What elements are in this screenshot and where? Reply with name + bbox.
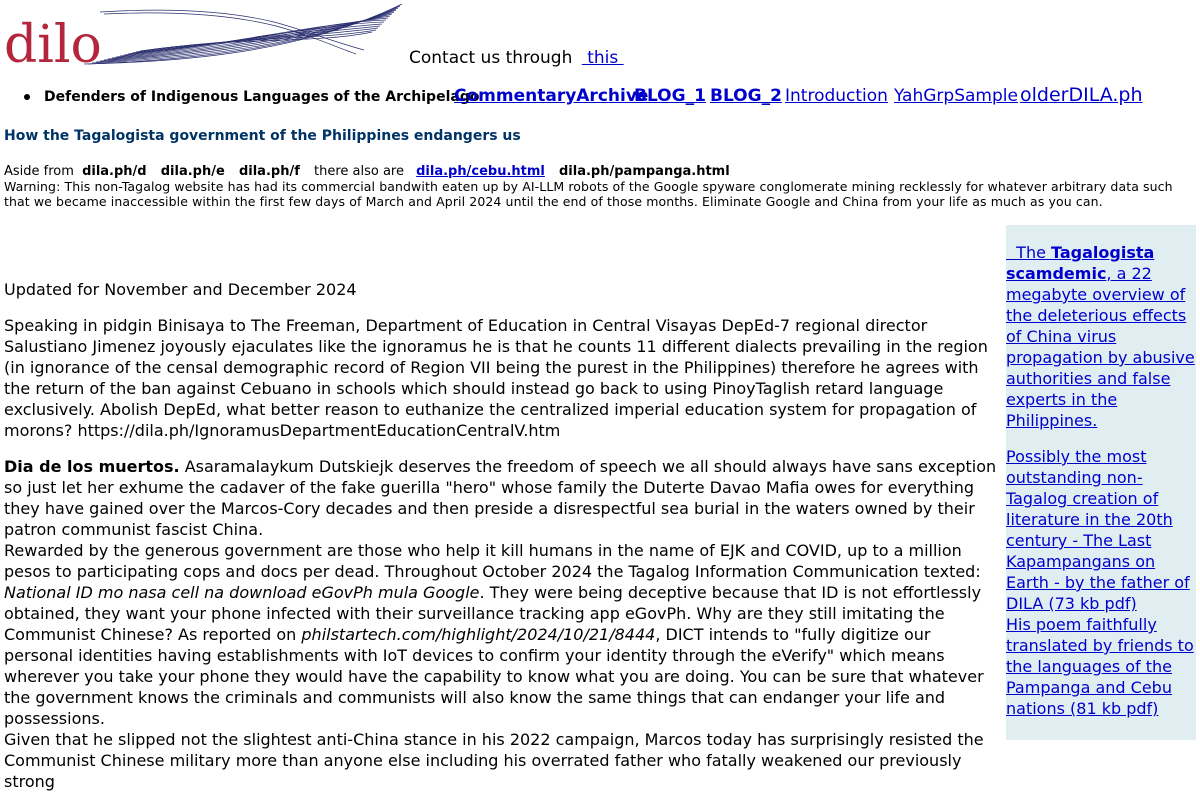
link-bold-text: Tagalogista scamdemic (1006, 243, 1155, 283)
domains-mid: there also are (314, 164, 404, 179)
domain-e: dila.ph/e (160, 164, 225, 179)
bullet-icon (24, 94, 30, 100)
nav-link-introduction[interactable]: Introduction (785, 86, 888, 106)
paragraph-dia-de-los-muertos (4, 456, 998, 540)
sidebar-link-poem-translations[interactable]: His poem faithfully translated by friends to the languages of the Pampanga and Cebu nations (81 kb pdf) (1006, 615, 1194, 718)
link-text: The (1006, 243, 1052, 262)
domain-pampanga: dila.ph/pampanga.html (559, 164, 730, 179)
quoted-url: philstartech.com/highlight/2024/10/21/8444 (301, 625, 656, 644)
paragraph-text: . They were being deceptive because that ID is not effortlessly obtained, they want your phone infected with their surveillance tracking app eGovPh. Why are they still imitating the Communist Chinese? As reported on (4, 583, 982, 644)
nav-link-commentary-archive[interactable]: CommentaryArchive (454, 86, 649, 106)
paragraph-text: , DICT intends to "fully digitize our personal identities having establishments with IoT devices to confirm your identity through the eVerify" which means wherever you take your phone they would have the capability to know what you are doing. You can be sure that whatever the government knows the criminals and communists will also know the same things that can endanger your life and possessions. (4, 625, 984, 728)
cebu-link[interactable]: dila.ph/cebu.html (416, 164, 545, 179)
svg-text:dilo: dilo (4, 15, 102, 66)
contact-prefix: Contact us through (409, 48, 573, 68)
nav-link-blog-1[interactable]: BLOG_1 (634, 86, 706, 106)
paragraph-text: Rewarded by the generous government are those who help it kill humans in the name of EJK and COVID, up to a million pesos to participating cops and docs per dead. Throughout October 2024 the Tagalog Information Communication texted: (4, 541, 981, 581)
site-brand: Defenders of Indigenous Languages of the Archipelago (44, 89, 480, 105)
contact-line (409, 48, 624, 68)
sidebar-block-literature (1006, 446, 1196, 719)
paragraph-marcos: Given that he slipped not the slightest anti-China stance in his 2022 campaign, Marcos today has surprisingly resisted the Communist Chinese military more than anyone else including his overrated father who fatally weakened our previously strong (4, 730, 984, 791)
main-content (4, 279, 998, 792)
nav-link-yahgrpsample[interactable]: YahGrpSample (894, 86, 1018, 106)
domain-list (4, 164, 730, 179)
paragraph-deped: Speaking in pidgin Binisaya to The Freeman, Department of Education in Central Visayas DepEd-7 regional director Salustiano Jimenez joyously ejaculates like the ignoramus he is that he counts 11 different dialects prevailing in the region (in ignorance of the censal demographic record of Region VII being the purest in the Philippines) therefore he agrees with the return of the ban against Cebuano in schools which should instead go back to using PinoyTaglish retard language exclusively. Abolish DepEd, what better reason to euthanize the centralized imperial education system for propagation of morons? https://dila.ph/IgnoramusDepartmentEducationCentralV.htm (4, 316, 988, 440)
page-header (4, 2, 1200, 70)
sidebar-link-last-kapampangans[interactable]: Possibly the most outstanding non-Tagalog creation of literature in the 20th century - The Last Kapampangans on Earth - by the father of DILA (73 kb pdf) (1006, 447, 1190, 613)
bandwidth-warning: Warning: This non-Tagalog website has had its commercial bandwith eaten up by AI-LLM robots of the Google spyware conglomerate mining recklessly for whatever arbitrary data such that we became inaccessible within the first few days of March and April 2024 until the end of those months. Eliminate Google and China from your life as much as you can. (4, 179, 1173, 209)
nav-link-blog-2[interactable]: BLOG_2 (710, 86, 782, 106)
quoted-text: National ID mo nasa cell na download eGovPh mula Google (4, 583, 480, 602)
contact-this-link[interactable]: this (581, 48, 624, 68)
nav-link-older-dila[interactable]: olderDILA.ph (1020, 84, 1143, 106)
paragraph-text: Asaramalaykum Dutskiejk deserves the freedom of speech we all should always have sans exception so just let her exhume the cadaver of the fake guerilla "hero" whose family the Duterte Davao Mafia owes for everything they have gained over the Marcos-Cory decades and then preside a disrespectful sea burial in the waters owned by their patron communist fascist China. (4, 457, 997, 539)
paragraph-egovph (4, 540, 998, 729)
sidebar-link-scamdemic[interactable] (1006, 243, 1195, 430)
domain-d: dila.ph/d (82, 164, 147, 179)
sidebar (1006, 225, 1196, 740)
domains-prefix: Aside from (4, 164, 74, 179)
domain-f: dila.ph/f (238, 164, 300, 179)
updated-line: Updated for November and December 2024 (4, 280, 357, 299)
paragraph-heading: Dia de los muertos. (4, 457, 180, 476)
link-text: , a 22 megabyte overview of the deleterious effects of China virus propagation by abusive authorities and false experts in the Philippines. (1006, 264, 1195, 430)
dila-logo[interactable] (4, 2, 406, 66)
nav-bar (0, 84, 1200, 112)
sidebar-block-scamdemic (1006, 242, 1196, 431)
page-subtitle: How the Tagalogista government of the Philippines endangers us (4, 128, 521, 144)
